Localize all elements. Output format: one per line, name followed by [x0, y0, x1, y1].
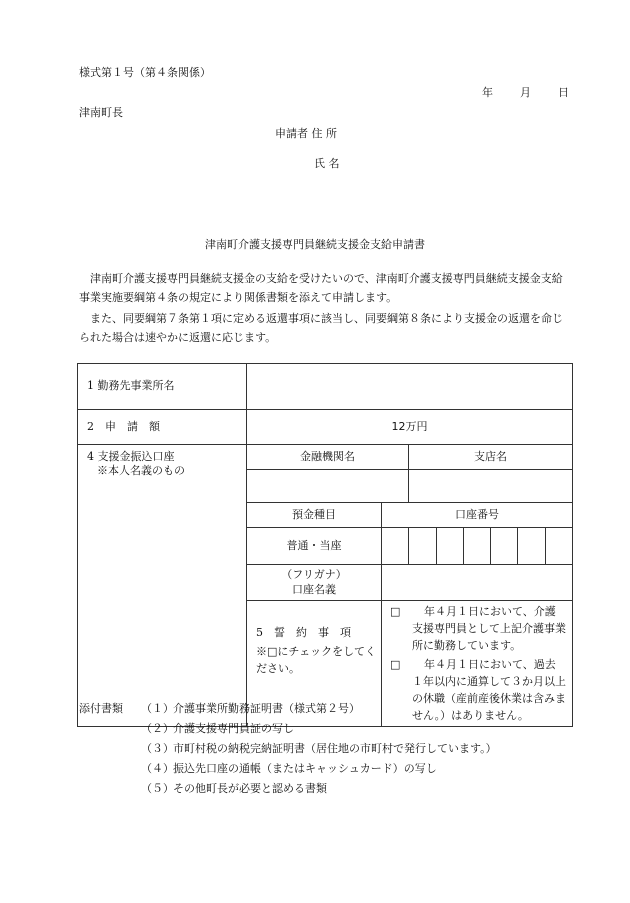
- furigana-label: （フリガナ）: [281, 568, 347, 582]
- deposit-type-header: 預金種目: [247, 503, 382, 528]
- attachment-number: （１）: [141, 702, 174, 715]
- bank-account-label: 4 支援金振込口座: [87, 450, 175, 463]
- branch-name-header: 支店名: [409, 445, 573, 470]
- account-digit-box[interactable]: [464, 528, 491, 564]
- attachment-number: （２）: [141, 722, 174, 735]
- attachments-list: [79, 699, 497, 799]
- attachment-number: （５）: [141, 782, 174, 795]
- pledge-option-1-text: 年４月１日において、介護支援専門員として上記介護事業所に勤務しています。: [412, 605, 566, 652]
- attachment-text: 介護支援専門員証の写し: [173, 722, 294, 735]
- form-number: 様式第１号（第４条関係）: [79, 66, 211, 79]
- attachment-text: その他町長が必要と認める書類: [173, 782, 327, 795]
- attachment-item: [79, 719, 497, 739]
- account-digit-box[interactable]: [546, 528, 572, 564]
- body-paragraph-1: 津南町介護支援専門員継続支援金の支給を受けたいので、津南町介護支援専門員継続支援金支給事業実施要綱第４条の規定により関係書類を添えて申請します。: [79, 272, 563, 304]
- applicant-address-label: 申請者 住 所: [275, 127, 337, 140]
- attachments-heading: 添付書類: [79, 702, 123, 715]
- applicant-name-label: 氏 名: [314, 157, 340, 170]
- attachment-item: [79, 779, 497, 799]
- bank-name-header: 金融機関名: [247, 445, 409, 470]
- branch-name-field[interactable]: [409, 470, 573, 503]
- checkbox-1[interactable]: □: [390, 605, 401, 618]
- attachment-item: [79, 759, 497, 779]
- attachment-number: （４）: [141, 762, 174, 775]
- date-month: 月: [520, 86, 531, 99]
- document-title: 津南町介護支援専門員継続支援金支給申請書: [205, 238, 425, 251]
- workplace-field[interactable]: [247, 364, 573, 410]
- deposit-type-options[interactable]: 普通・当座: [247, 528, 382, 565]
- account-holder-field[interactable]: [382, 565, 573, 601]
- amount-value: 12万円: [247, 410, 573, 445]
- attachment-item: [79, 739, 497, 759]
- pledge-note: ※□にチェックをしてください。: [256, 645, 377, 675]
- account-digit-boxes[interactable]: [382, 528, 572, 564]
- pledge-label: 5 誓 約 事 項: [256, 626, 351, 639]
- workplace-label: 1 勤務先事業所名: [78, 364, 247, 410]
- bank-account-label-cell: [78, 445, 247, 727]
- pledge-option-1[interactable]: [390, 603, 566, 654]
- account-digit-box[interactable]: [491, 528, 518, 564]
- account-holder-label: 口座名義: [292, 582, 336, 596]
- attachment-text: 市町村税の納税完納証明書（居住地の市町村で発行しています。）: [173, 742, 497, 755]
- bank-account-note: ※本人名義のもの: [97, 464, 185, 478]
- attachment-number: （３）: [141, 742, 174, 755]
- account-digit-box[interactable]: [518, 528, 545, 564]
- account-digit-box[interactable]: [409, 528, 436, 564]
- date-line: [482, 86, 569, 100]
- checkbox-2[interactable]: □: [390, 658, 401, 671]
- bank-name-field[interactable]: [247, 470, 409, 503]
- amount-label: 2 申 請 額: [78, 410, 247, 445]
- account-number-header: 口座番号: [382, 503, 573, 528]
- addressee: 津南町長: [79, 106, 123, 119]
- account-holder-label-cell: [247, 565, 382, 601]
- application-form-table: [77, 363, 573, 727]
- account-digit-box[interactable]: [437, 528, 464, 564]
- attachment-text: 介護事業所勤務証明書（様式第２号）: [173, 702, 360, 715]
- account-digit-box[interactable]: [382, 528, 409, 564]
- pledge-option-2-text: 年４月１日において、過去１年以内に通算して３か月以上の休職（産前産後休業は含みません。）はありません。: [412, 658, 566, 722]
- attachment-text: 振込先口座の通帳（またはキャッシュカード）の写し: [173, 762, 437, 775]
- attachment-item: [79, 699, 497, 719]
- date-year: 年: [482, 86, 493, 99]
- body-paragraph-2: また、同要綱第７条第１項に定める返還事項に該当し、同要綱第８条により支援金の返還を命じられた場合は速やかに返還に応じます。: [79, 312, 563, 344]
- date-day: 日: [558, 86, 569, 99]
- account-number-field[interactable]: [382, 528, 573, 565]
